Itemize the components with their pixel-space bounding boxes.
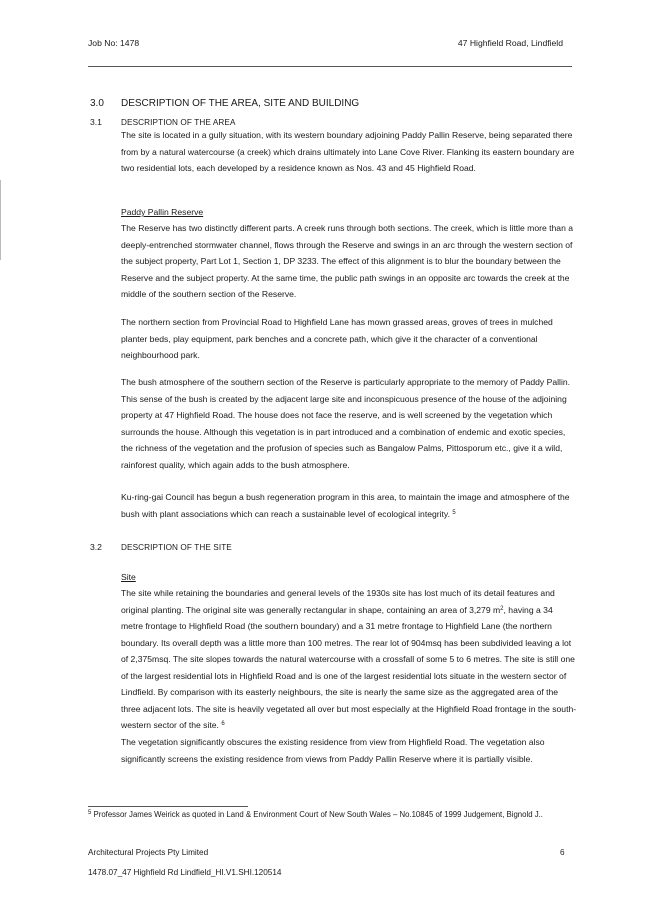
paragraph-text: , having a 34 metre frontage to Highfield Road (the southern boundary) and a 31 metre frontage to Highfield Lane (the northern boundary. Its overall depth was a little more than 100 metres. The rear lot of 904msq has been subdivided leaving a lot of 2,375msq. The site slopes towards the natural watercourse with a crossfall of some 5 to 6 metres. The site is still one of the largest residential lots in Highfield Road and is one of the largest residential lots situate in the western sector of Lindfield. By comparison with its easterly neighbours, the site is nearly the same size as the aggregated area of the three adjacent lots. The site is heavily vegetated all over but most especially at the Highfield Road frontage in the south-western sector of the site. — [121, 604, 577, 730]
footer-page-number: 6 — [560, 848, 565, 857]
header-job-no: Job No: 1478 — [88, 38, 140, 48]
header-address: 47 Highfield Road, Lindfield — [457, 38, 563, 48]
site-paragraph-1 — [121, 585, 577, 734]
footnote-text: Professor James Weirick as quoted in Land & Environment Court of New South Wales – No.10845 of 1999 Judgement, Bignold J.. — [93, 810, 543, 819]
section-number: 3.0 — [90, 98, 104, 109]
area-paragraph-3 — [121, 314, 577, 364]
footnote-rule — [88, 806, 248, 807]
paragraph-text: The site is located in a gully situation, with its western boundary adjoining Paddy Pallin Reserve, being separated there from by a natural watercourse (a creek) which drains ultimately into Lane Cove River. Flanking its eastern boundary are two residential lots, each developed by a residence known as Nos. 43 and 45 Highfield Road. — [121, 130, 575, 173]
subsection-title: DESCRIPTION OF THE SITE — [121, 543, 232, 552]
superscript: 2 — [500, 605, 504, 612]
area-paragraph-4 — [121, 374, 577, 473]
footnote-ref[interactable]: 5 — [452, 509, 456, 516]
footer-file-name: 1478.07_47 Highfield Rd Lindfield_HI.V1.SHI.120514 — [88, 868, 282, 877]
reserve-heading — [121, 204, 577, 221]
site-heading-text: Site — [121, 572, 136, 582]
subsection-title: DESCRIPTION OF THE AREA — [121, 118, 236, 127]
paragraph-text: The northern section from Provincial Road to Highfield Lane has mown grassed areas, groves of trees in mulched planter beds, play equipment, park benches and a concrete path, which give it the character of a conventional neighbourhood park. — [121, 317, 553, 360]
footnote-mark: 5 — [88, 810, 92, 816]
footnote-ref[interactable]: 6 — [221, 721, 225, 727]
subsection-number: 3.2 — [90, 542, 102, 552]
paragraph-text: Ku-ring-gai Council has begun a bush regeneration program in this area, to maintain the image and atmosphere of the bush with plant associations which can reach a sustainable level of ecological integrity. — [121, 492, 570, 519]
section-title: DESCRIPTION OF THE AREA, SITE AND BUILDING — [121, 98, 360, 109]
subsection-heading-3-2 — [90, 539, 232, 557]
area-paragraph-2 — [121, 220, 577, 303]
paragraph-text: The bush atmosphere of the southern section of the Reserve is particularly appropriate to the memory of Paddy Pallin. This sense of the bush is created by the adjacent large site and inconspicuous presence of the house of the adjoining property at 47 Highfield Road. The house does not face the reserve, and is well screened by the vegetation which surrounds the house. Although this vegetation is in part introduced and a combination of endemic and exotic species, the richness of the vegetation and the profusion of species such as Bangalow Palms, Pittosporum etc., give it a wild, rainforest quality, which again adds to the bush atmosphere. — [121, 377, 571, 470]
header-rule — [88, 66, 572, 67]
paragraph-text: The Reserve has two distinctly different parts. A creek runs through both sections. The creek, which is little more than a deeply-entrenched stormwater channel, flows through the Reserve and swings in an arc through the western section of the subject property, Part Lot 1, Section 1, DP 3233. The effect of this alignment is to blur the boundary between the Reserve and the subject property. At the same time, the public path swings in an opposite arc towards the creek at the middle of the southern section of the Reserve. — [121, 223, 574, 299]
reserve-heading-text: Paddy Pallin Reserve — [121, 207, 204, 217]
footnote — [88, 810, 558, 821]
area-paragraph-1 — [121, 127, 577, 177]
footer-company: Architectural Projects Pty Limited — [88, 848, 209, 857]
site-heading — [121, 569, 577, 586]
section-heading — [90, 96, 359, 113]
subsection-number: 3.1 — [90, 117, 102, 127]
paragraph-text: The vegetation significantly obscures the existing residence from view from Highfield Road. The vegetation also significantly screens the existing residence from views from Paddy Pallin Reserve where it is partially visible. — [121, 737, 545, 764]
area-paragraph-5 — [121, 489, 577, 522]
site-paragraph-2 — [121, 734, 577, 767]
scan-margin-mark — [0, 180, 1, 260]
paragraph-text: The site while retaining the boundaries and general levels of the 1930s site has lost much of its detail features and original planting. The original site was generally rectangular in shape, containing an area of 3,279 m — [121, 588, 555, 615]
